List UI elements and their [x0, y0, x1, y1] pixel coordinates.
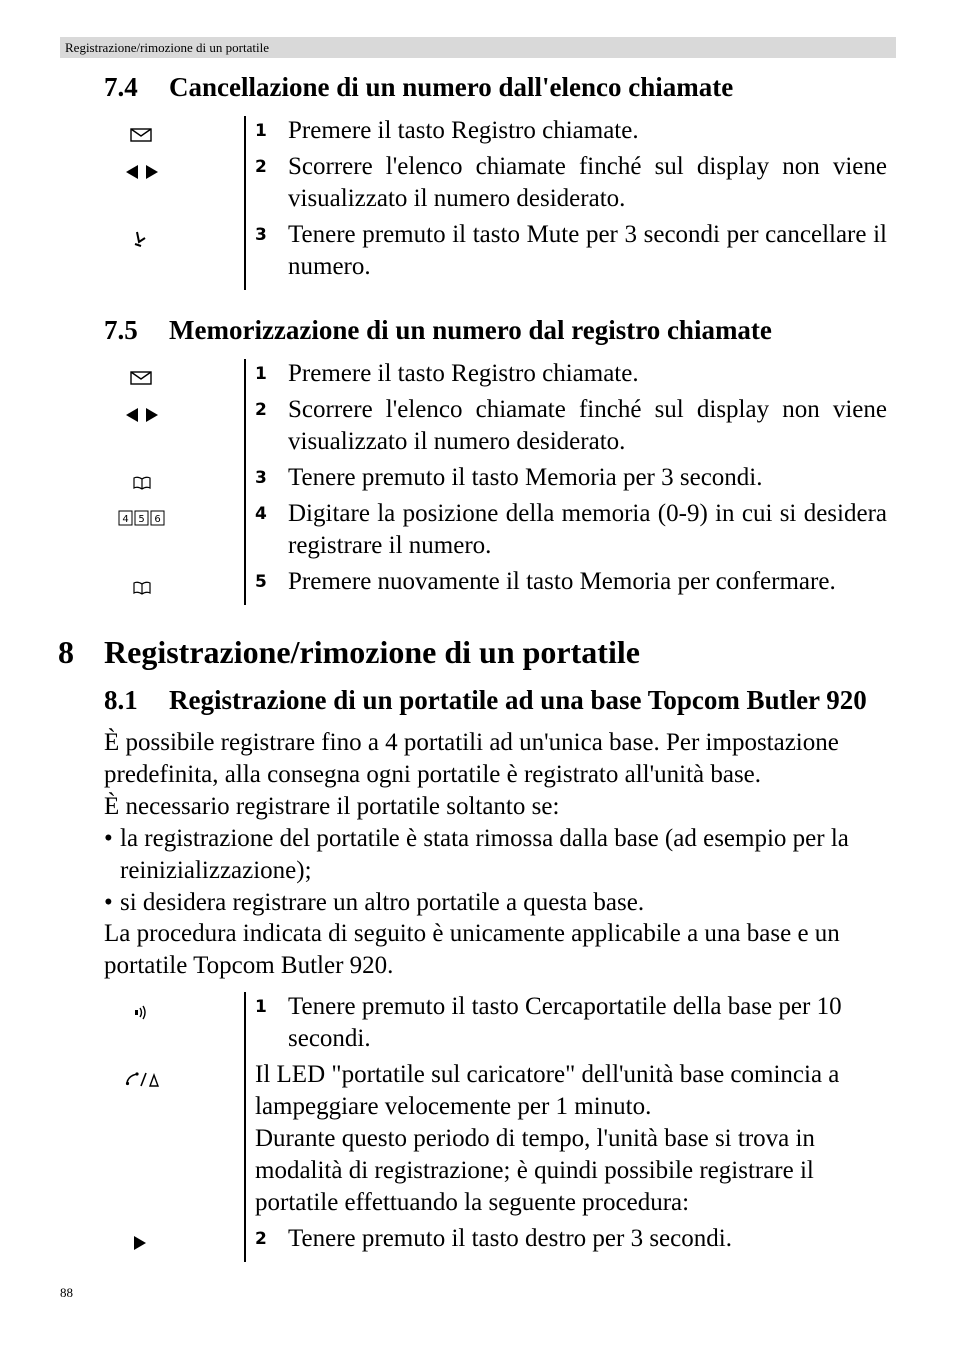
chapter-title: Registrazione/rimozione di un portatile: [104, 634, 640, 670]
led-note-2: Durante questo periodo di tempo, l'unità base si trova in modalità di registrazione; è quindi possibile registrare il portatile effettuando la seguente procedura:: [255, 1125, 815, 1216]
step-item: [255, 462, 887, 494]
section-8-1-heading: [104, 684, 867, 716]
handset-charger-icon: [125, 1071, 163, 1089]
bullet-item: [104, 887, 904, 919]
digit-keys-icon: [118, 510, 166, 526]
section-title: Registrazione di un portatile ad una base Topcom Butler 920: [169, 685, 867, 715]
step-number: 5: [255, 572, 267, 592]
phonebook-icon: [133, 476, 151, 490]
step-number: 3: [255, 225, 267, 245]
key-digit: 4: [122, 514, 129, 525]
step-text: Tenere premuto il tasto Mute per 3 secondi per cancellare il numero.: [288, 221, 887, 280]
section-number: 7.5: [104, 315, 138, 345]
bullet-mark: •: [104, 825, 113, 852]
section-title: Memorizzazione di un numero dal registro chiamate: [169, 315, 772, 345]
step-text: Scorrere l'elenco chiamate finché sul display non viene visualizzato il numero desiderato.: [288, 396, 887, 455]
step-item: [255, 991, 895, 1055]
section-7-4-heading: [104, 71, 733, 103]
right-arrow-icon: [133, 1235, 147, 1251]
key-digit: 5: [138, 514, 145, 525]
step-item: [255, 151, 887, 215]
step-text: Scorrere l'elenco chiamate finché sul display non viene visualizzato il numero desiderato.: [288, 153, 887, 212]
bullet-mark: •: [104, 889, 113, 916]
section-title: Cancellazione di un numero dall'elenco chiamate: [169, 72, 734, 102]
chapter-8-heading: [58, 633, 640, 671]
led-note-1: Il LED "portatile sul caricatore" dell'unità base comincia a lampeggiare velocemente per 1 minuto.: [255, 1061, 840, 1120]
running-header: [60, 37, 896, 58]
step-number: 2: [255, 400, 267, 420]
step-number: 1: [255, 997, 267, 1017]
step-column-divider: [244, 359, 246, 605]
section-number: 8.1: [104, 685, 138, 715]
step-text: Premere il tasto Registro chiamate.: [288, 117, 639, 144]
step-text: Tenere premuto il tasto Cercaportatile della base per 10 secondi.: [288, 993, 842, 1052]
section-number: 7.4: [104, 72, 138, 102]
step-text: Premere nuovamente il tasto Memoria per confermare.: [288, 568, 836, 595]
step-text: Digitare la posizione della memoria (0-9) in cui si desidera registrare il numero.: [288, 500, 887, 559]
mute-icon: [133, 230, 149, 248]
step-item: [255, 358, 887, 390]
step-item: [255, 566, 895, 598]
step-item: [255, 394, 887, 458]
step-column-divider: [244, 116, 246, 290]
left-right-arrows-icon: [126, 164, 158, 180]
step-text: Premere il tasto Registro chiamate.: [288, 360, 639, 387]
step-number: 2: [255, 157, 267, 177]
step-number: 4: [255, 504, 267, 524]
step-item: [255, 219, 887, 283]
step-text: Tenere premuto il tasto destro per 3 secondi.: [288, 1225, 732, 1252]
step-number: 2: [255, 1229, 267, 1249]
page-number: 88: [60, 1285, 73, 1300]
chapter-number: 8: [58, 634, 74, 670]
closing-paragraph: La procedura indicata di seguito è unicamente applicabile a una base e un portatile Topcom Butler 920.: [104, 920, 840, 979]
step-number: 1: [255, 364, 267, 384]
step-item: [255, 1223, 895, 1255]
running-header-title: Registrazione/rimozione di un portatile: [65, 40, 269, 55]
key-digit: 6: [154, 514, 161, 525]
condition-lead: È necessario registrare il portatile soltanto se:: [104, 793, 560, 820]
step-text: Tenere premuto il tasto Memoria per 3 secondi.: [288, 464, 763, 491]
bullet-item: [104, 823, 904, 887]
bullet-text: si desidera registrare un altro portatile a questa base.: [120, 889, 645, 916]
step-column-divider: [244, 992, 246, 1262]
step-number: 3: [255, 468, 267, 488]
envelope-icon: [130, 370, 152, 386]
phonebook-icon: [133, 581, 151, 595]
envelope-icon: [130, 127, 152, 143]
bullet-text: la registrazione del portatile è stata rimossa dalla base (ad esempio per la reinizializzazione);: [120, 825, 849, 884]
intro-paragraph: È possibile registrare fino a 4 portatili ad un'unica base. Per impostazione predefinita, alla consegna ogni portatile è registrato all'unità base.: [104, 729, 839, 788]
step-item: [255, 498, 887, 562]
paging-icon: [133, 1003, 149, 1021]
left-right-arrows-icon: [126, 407, 158, 423]
step-item: [255, 115, 887, 147]
section-7-5-heading: [104, 314, 772, 346]
step-number: 1: [255, 121, 267, 141]
